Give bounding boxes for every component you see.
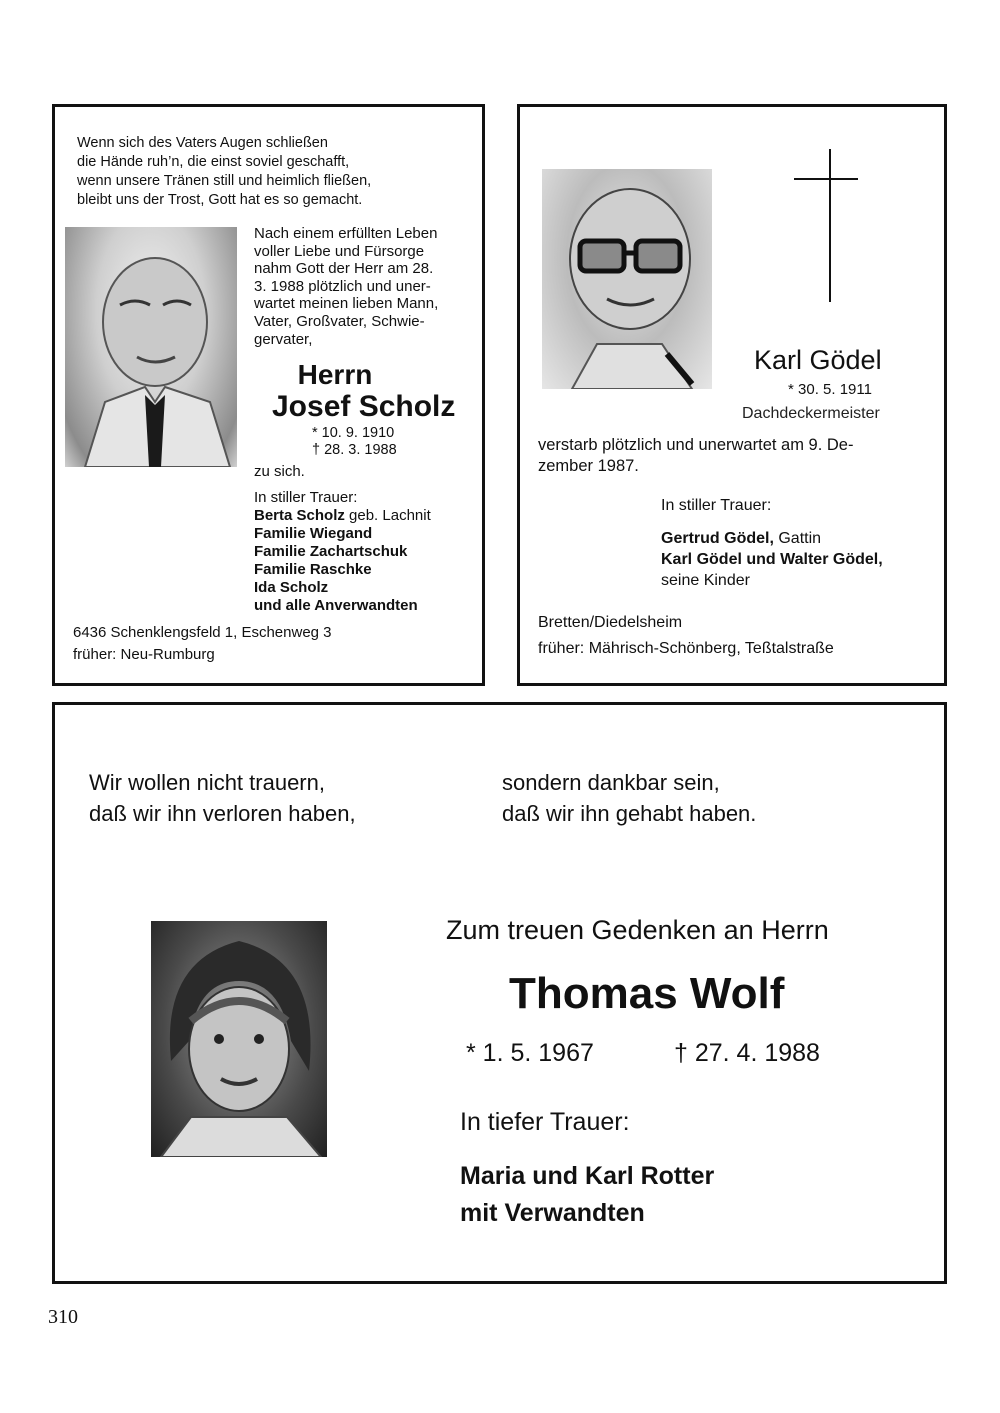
goedel-text-line: verstarb plötzlich und unerwartet am 9. De-	[538, 436, 854, 454]
intro-line: Nach einem erfüllten Leben	[254, 225, 438, 242]
wolf-mourners	[460, 1158, 714, 1232]
goedel-born: * 30. 5. 1911	[788, 381, 872, 398]
wolf-mourning-label: In tiefer Trauer:	[460, 1108, 630, 1136]
intro-line: wartet meinen lieben Mann,	[254, 295, 439, 313]
wolf-died: † 27. 4. 1988	[674, 1039, 820, 1067]
wolf-quote-left	[89, 767, 356, 829]
quote-line: daß wir ihn verloren haben,	[89, 801, 356, 826]
wolf-born: * 1. 5. 1967	[466, 1039, 594, 1067]
poem-line: die Hände ruh’n, die einst soviel geschafft,	[77, 154, 350, 170]
obituary-karl-goedel	[517, 104, 947, 686]
poem-line: Wenn sich des Vaters Augen schließen	[77, 135, 328, 151]
scholz-died: † 28. 3. 1988	[312, 442, 397, 458]
scholz-salutation: Herrn	[297, 359, 373, 390]
mourner-row: Karl Gödel und Walter Gödel,	[661, 551, 883, 568]
mourning-label: In stiller Trauer:	[254, 489, 358, 506]
scholz-mourners	[254, 489, 431, 615]
scholz-poem	[77, 134, 371, 210]
goedel-address-block	[538, 610, 834, 662]
quote-line: Wir wollen nicht trauern,	[89, 770, 325, 795]
mourner-note: geb. Lachnit	[344, 507, 431, 524]
quote-line: sondern dankbar sein,	[502, 770, 720, 795]
portrait-thomas-wolf	[151, 921, 327, 1157]
goedel-occupation: Dachdeckermeister	[742, 405, 880, 422]
wolf-quote-right	[502, 767, 756, 829]
wolf-name: Thomas Wolf	[509, 969, 785, 1018]
mourner-row: Familie Zachartschuk	[254, 543, 408, 560]
portrait-karl-goedel	[542, 169, 712, 389]
obituary-josef-scholz	[52, 104, 485, 686]
obituary-thomas-wolf	[52, 702, 947, 1284]
intro-line: gervater,	[254, 330, 313, 348]
portrait-karl-goedel-drawing	[542, 169, 712, 389]
mourner-row: Familie Wiegand	[254, 525, 373, 542]
mourner-row: Ida Scholz	[254, 579, 329, 596]
scholz-intro	[254, 225, 472, 348]
mourner-row: mit Verwandten	[460, 1199, 645, 1227]
portrait-josef-scholz	[65, 227, 237, 467]
scholz-address-block	[73, 622, 332, 666]
goedel-formerly: früher: Mährisch-Schönberg, Teßtalstraße	[538, 640, 834, 657]
goedel-mourners	[661, 495, 883, 591]
poem-line: wenn unsere Tränen still und heimlich fließen,	[77, 173, 372, 189]
goedel-text	[538, 435, 938, 477]
scholz-formerly: früher: Neu-Rumburg	[73, 646, 215, 663]
mourner-row	[254, 507, 431, 525]
intro-line: voller Liebe und Fürsorge	[254, 242, 425, 260]
intro-line: nahm Gott der Herr am 28.	[254, 260, 434, 278]
mourner-note: Gattin	[773, 530, 822, 547]
wolf-heading: Zum treuen Gedenken an Herrn	[446, 915, 829, 945]
goedel-place: Bretten/Diedelsheim	[538, 614, 683, 631]
scholz-name: Josef Scholz	[272, 390, 456, 423]
mourner-name: Berta Scholz	[254, 507, 345, 524]
quote-line: daß wir ihn gehabt haben.	[502, 801, 757, 826]
page-number: 310	[48, 1306, 78, 1328]
portrait-thomas-wolf-drawing	[151, 921, 327, 1157]
mourner-row	[661, 528, 883, 549]
mourner-row: Maria und Karl Rotter	[460, 1162, 715, 1190]
goedel-name: Karl Gödel	[754, 345, 882, 375]
scholz-born: * 10. 9. 1910	[312, 425, 395, 441]
intro-line: Vater, Großvater, Schwie-	[254, 312, 425, 330]
goedel-text-line: zember 1987.	[538, 457, 639, 475]
mourning-label: In stiller Trauer:	[661, 497, 772, 514]
mourner-note: seine Kinder	[661, 572, 750, 589]
scholz-address: 6436 Schenklengsfeld 1, Eschenweg 3	[73, 624, 332, 641]
portrait-josef-scholz-drawing	[65, 227, 237, 467]
mourner-row: Familie Raschke	[254, 561, 372, 578]
scholz-closing: zu sich.	[254, 463, 305, 480]
mourner-row: und alle Anverwandten	[254, 597, 418, 614]
scholz-dates	[312, 425, 397, 459]
poem-line: bleibt uns der Trost, Gott hat es so gemacht.	[77, 192, 363, 208]
intro-line: 3. 1988 plötzlich und uner-	[254, 277, 431, 295]
cross-icon	[790, 147, 860, 307]
mourner-name: Gertrud Gödel,	[661, 530, 774, 547]
